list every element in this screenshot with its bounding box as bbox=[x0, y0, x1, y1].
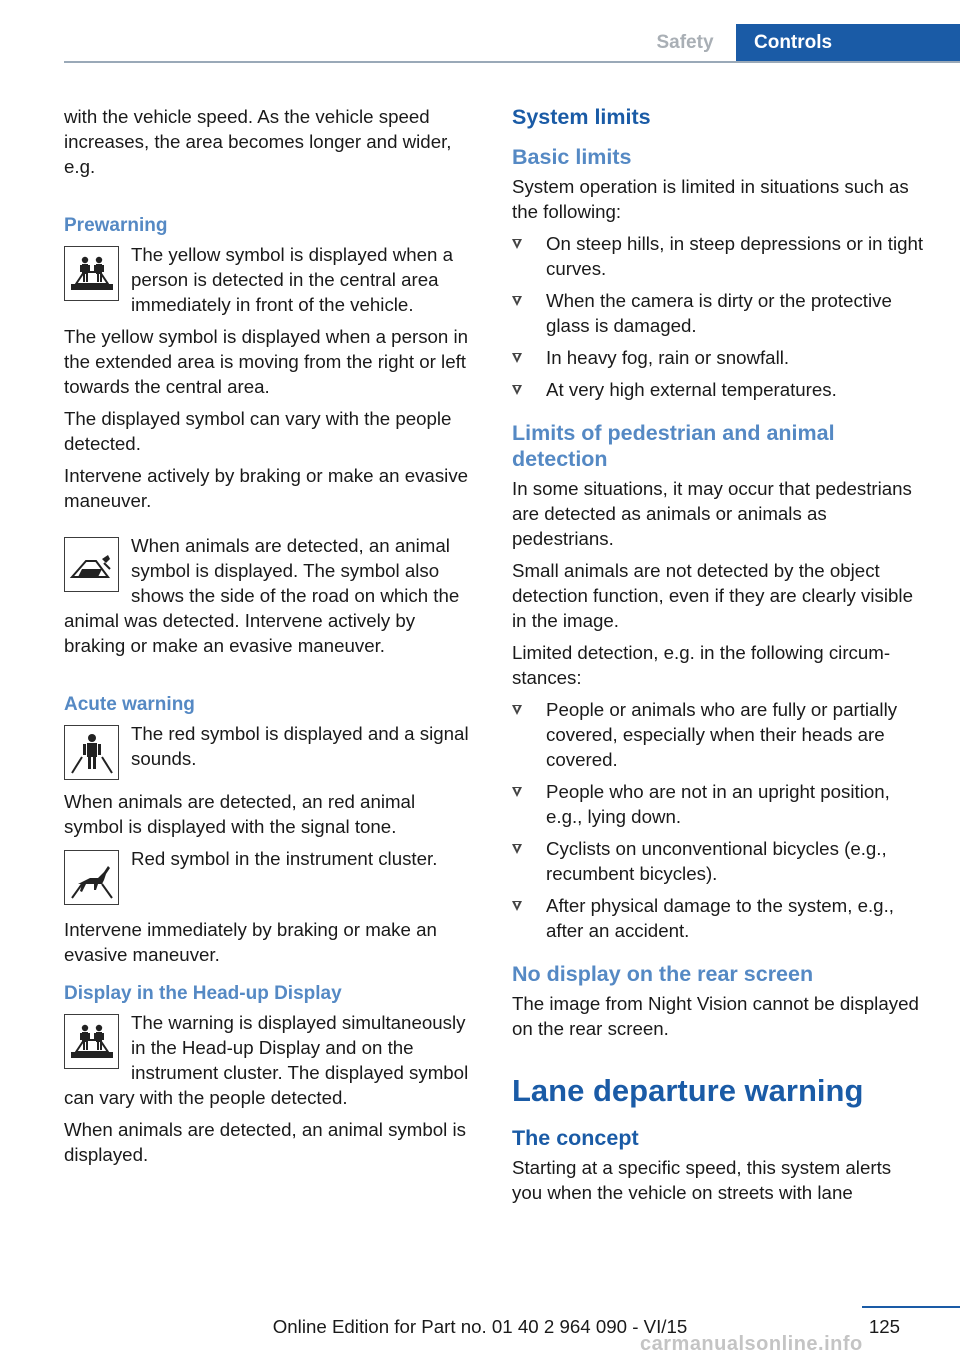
red-animal-icon-block bbox=[64, 846, 479, 907]
animal-icon-block bbox=[64, 533, 479, 658]
basic-limits-intro: System operation is limited in situations such as the following: bbox=[512, 176, 909, 222]
header-tabs bbox=[634, 24, 960, 62]
detection-limits-heading: Limits of pedestrian and animal detection bbox=[512, 421, 835, 471]
detection-limits-paragraph-2: Small animals are not detected by the object detection function, even if they are clearly visible in the image. bbox=[512, 560, 913, 631]
intro-paragraph: with the vehicle speed. As the vehicle speed increases, the area becomes longer and wider, e.g. bbox=[64, 106, 452, 177]
watermark: carmanualsonline.info bbox=[640, 1333, 863, 1355]
prewarning-heading: Prewarning bbox=[64, 215, 168, 236]
hud-icon-block bbox=[64, 1010, 479, 1110]
acute-paragraph-1: When animals are detected, an red animal symbol is displayed with the signal tone. bbox=[64, 791, 416, 837]
detection-limits-list bbox=[512, 697, 924, 943]
acute-icon-block bbox=[64, 721, 479, 782]
footer-rule bbox=[862, 1306, 960, 1308]
tab-safety[interactable]: Safety bbox=[634, 24, 736, 62]
list-item: People or animals who are fully or partially covered, especially when their heads are covered. bbox=[512, 697, 924, 772]
hud-icon-text: The warning is displayed simultaneously in the Head-up Display and on the instrument cluster. The displayed symbol can vary with the people detected. bbox=[64, 1012, 469, 1108]
prewarning-icon-block bbox=[64, 242, 479, 317]
list-item: In heavy fog, rain or snowfall. bbox=[512, 345, 924, 370]
hud-paragraph-1: When animals are detected, an animal symbol is displayed. bbox=[64, 1119, 466, 1165]
list-item: On steep hills, in steep depressions or in tight curves. bbox=[512, 231, 924, 281]
prewarning-paragraph-3: Intervene actively by braking or make an evasive maneuver. bbox=[64, 465, 469, 511]
system-limits-heading: System limits bbox=[512, 105, 651, 129]
hud-people-icon bbox=[64, 1014, 119, 1069]
prewarning-paragraph-2: The displayed symbol can vary with the people detected. bbox=[64, 408, 452, 454]
footer-edition: Online Edition for Part no. 01 40 2 964 090 - VI/15 bbox=[272, 1316, 688, 1337]
page-number: 125 bbox=[868, 1316, 900, 1337]
red-animal-icon-text: Red symbol in the instrument cluster. bbox=[131, 848, 438, 869]
red-animal-icon bbox=[64, 850, 119, 905]
concept-heading: The concept bbox=[512, 1126, 639, 1150]
concept-paragraph: Starting at a specific speed, this system alerts you when the vehicle on streets with lane bbox=[512, 1157, 892, 1203]
prewarning-icon-text: The yellow symbol is displayed when a person is detected in the central area immediately in front of the vehicle. bbox=[131, 244, 453, 315]
hud-heading: Display in the Head-up Display bbox=[64, 983, 342, 1004]
animal-warning-icon bbox=[64, 537, 119, 592]
list-item: After physical damage to the system, e.g., after an accident. bbox=[512, 893, 924, 943]
people-warning-icon bbox=[64, 246, 119, 301]
tab-controls[interactable]: Controls bbox=[736, 24, 960, 62]
header-rule bbox=[64, 61, 960, 63]
detection-limits-paragraph-1: In some situations, it may occur that pedestrians are detected as animals or animals as pedestrians. bbox=[512, 478, 912, 549]
list-item: At very high external temperatures. bbox=[512, 377, 924, 402]
list-item: When the camera is dirty or the protective glass is damaged. bbox=[512, 288, 924, 338]
detection-limits-paragraph-3: Limited detection, e.g. in the following circumstances: bbox=[512, 642, 891, 688]
right-column bbox=[512, 104, 924, 1212]
prewarning-paragraph-1: The yellow symbol is displayed when a person in the extended area is moving from the right or left towards the central area. bbox=[64, 326, 469, 397]
left-column bbox=[64, 104, 479, 1174]
no-display-paragraph: The image from Night Vision cannot be displayed on the rear screen. bbox=[512, 993, 919, 1039]
no-display-heading: No display on the rear screen bbox=[512, 962, 814, 986]
lane-departure-heading: Lane departure warning bbox=[512, 1073, 864, 1108]
person-warning-icon bbox=[64, 725, 119, 780]
animal-icon-text: When animals are detected, an animal symbol is displayed. The symbol also shows the side of the road on which the animal was detected. Intervene actively by braking or make an evasive maneuver. bbox=[64, 535, 460, 656]
list-item: People who are not in an upright position, e.g., lying down. bbox=[512, 779, 924, 829]
basic-limits-list bbox=[512, 231, 924, 402]
basic-limits-heading: Basic limits bbox=[512, 145, 632, 169]
acute-paragraph-2: Intervene immediately by braking or make an evasive maneuver. bbox=[64, 919, 437, 965]
acute-icon-text: The red symbol is displayed and a signal sounds. bbox=[131, 723, 469, 769]
list-item: Cyclists on unconventional bicycles (e.g., recumbent bicycles). bbox=[512, 836, 924, 886]
acute-heading: Acute warning bbox=[64, 694, 195, 715]
